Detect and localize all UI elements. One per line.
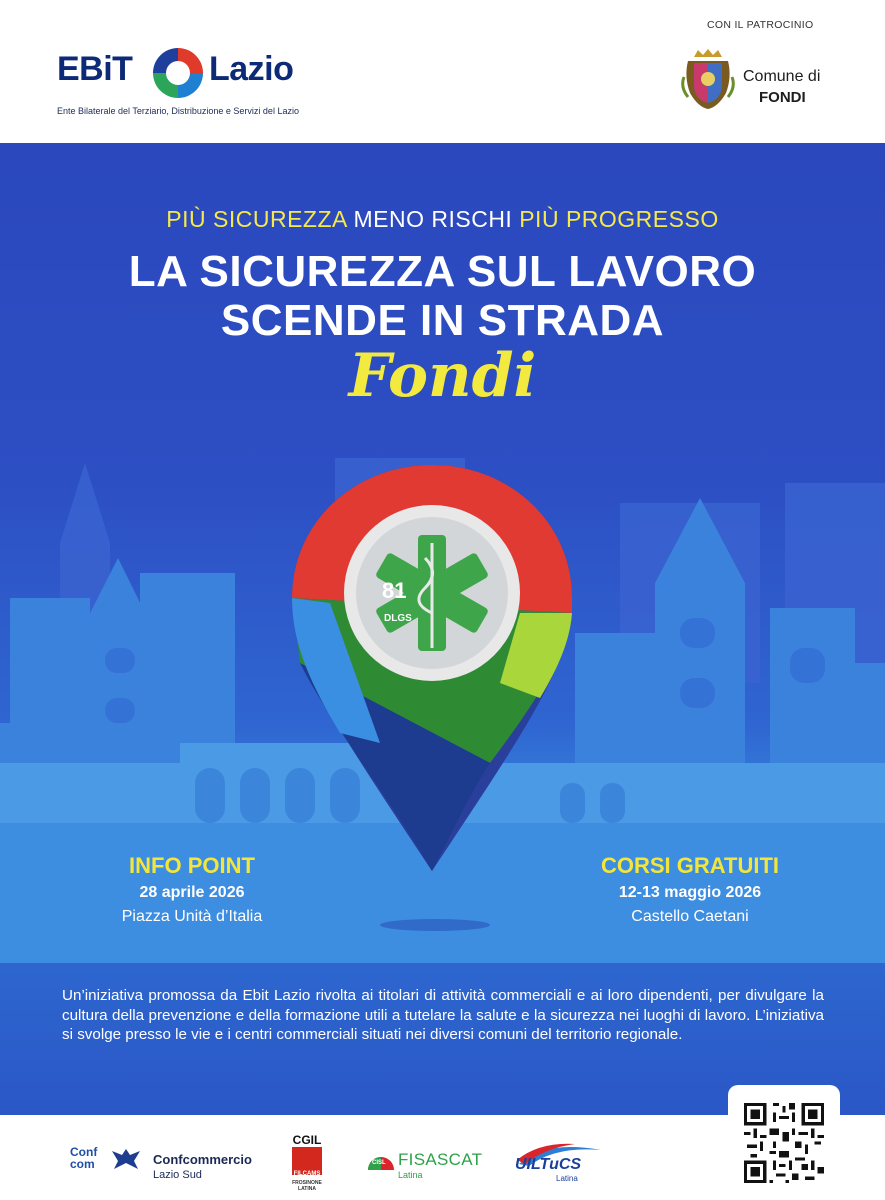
corsi-place: Castello Caetani (631, 908, 749, 925)
ebit-swirl-icon (149, 44, 207, 102)
corsi-heading: CORSI GRATUITI (600, 853, 780, 878)
comune-line2: FONDI (759, 89, 806, 106)
uiltucs-name[interactable]: UILTuCS (515, 1156, 582, 1173)
uiltucs-sub: Latina (556, 1174, 578, 1183)
cisl-text: CISL (372, 1160, 386, 1166)
tagline-part3: PIÙ PROGRESSO (519, 206, 719, 232)
fisascat-name[interactable]: FISASCAT (398, 1150, 483, 1169)
tagline-part2: MENO RISCHI (353, 206, 513, 232)
cgil-sub1: FILCAMS (293, 1171, 321, 1177)
fisascat-sub: Latina (398, 1170, 423, 1180)
confcom-mark-line1: Conf (70, 1145, 98, 1159)
cgil-logo[interactable] (290, 1133, 324, 1192)
title-line2: SCENDE IN STRADA (220, 296, 665, 345)
ebit-subtitle: Ente Bilaterale del Terziario, Distribuzione e Servizi del Lazio (57, 106, 299, 116)
info-point-place: Piazza Unità d’Italia (121, 908, 263, 925)
patronage-label: CON IL PATROCINIO (707, 19, 814, 31)
fondi-crest-icon (680, 47, 736, 111)
description: Un’iniziativa promossa da Ebit Lazio rivolta ai titolari di attività commerciali e ai loro dipendenti, per divulgare la cultura della prevenzione e della formazione utili a tutelare la salute e la sicurezza nei luoghi di lavoro. L’iniziativa si svolge presso le vie e i centri commerciali situati nei diversi comuni del territorio regionale. (62, 987, 824, 1043)
confcommercio-sub: Lazio Sud (153, 1169, 202, 1181)
ebit-lazio-logo[interactable] (57, 44, 317, 96)
pin-label: DLGS (384, 613, 412, 624)
confcom-mark-line2: com (70, 1157, 95, 1171)
header (0, 0, 885, 143)
confcommercio-eagle-icon (110, 1145, 142, 1173)
title-line1: LA SICUREZZA SUL LAVORO (128, 247, 757, 296)
confcom-mark[interactable] (70, 1146, 97, 1170)
info-point-heading: INFO POINT (129, 853, 255, 878)
cgil-text: CGIL (292, 1133, 322, 1147)
city-script: Fondi (348, 341, 537, 411)
tagline-part1: PIÙ SICUREZZA (166, 206, 347, 232)
pin-number: 81 (382, 578, 407, 603)
ebit-logo-text-right: Lazio (209, 50, 294, 88)
confcommercio-name[interactable]: Confcommercio (153, 1152, 252, 1167)
cgil-sub2: FROSINONE LATINA (292, 1180, 322, 1192)
tagline (0, 206, 885, 233)
corsi-date: 12-13 maggio 2026 (618, 884, 762, 901)
poster (0, 143, 885, 1115)
ebit-logo-text-left: EBiT (57, 50, 133, 88)
comune-line1: Comune di (743, 68, 821, 85)
info-point-date: 28 aprile 2026 (139, 884, 245, 901)
qr-code-icon[interactable] (744, 1103, 824, 1183)
